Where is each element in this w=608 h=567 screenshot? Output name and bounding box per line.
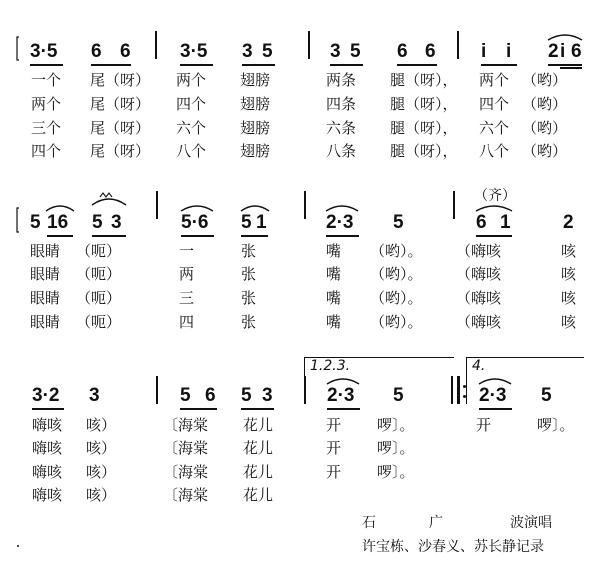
lyric: 一 [179,242,195,260]
slur [479,379,511,384]
note: 2 [563,212,574,233]
lyric: （呃） [76,242,122,260]
lyric: 六个 [176,119,207,137]
note: 6 [91,41,102,62]
lyric: 〔海棠 [163,463,209,481]
note: 6 [425,41,436,62]
lyric: （嗨咳 [456,265,502,283]
note: 3 [242,41,253,62]
note: i [506,41,512,62]
lyric: 四条 [326,95,357,113]
lyric: 嘴 [326,313,342,331]
lyric: （嗨咳 [456,313,502,331]
note: 2 [548,41,559,62]
note: 2·3 [327,385,355,406]
lyric: （呃） [76,289,122,307]
lyric: 眼睛 [30,242,61,260]
note: 6 [476,212,487,233]
note: 3 [89,385,100,406]
lyric: 嗨咳 [32,416,63,434]
lyric: 花儿 [243,416,274,434]
bracket [17,208,19,232]
lyric: 开 [476,416,492,434]
lyric: 咳） [86,439,117,457]
lyric: 眼睛 [30,265,61,283]
lyric: 腿（呀）， [390,71,458,89]
note: 6 [571,41,582,62]
lyric: （哟）。 [370,289,423,307]
note: 6 [205,385,216,406]
lyric: 花儿 [243,463,274,481]
note: 3 [330,41,341,62]
note: 2·3 [326,212,354,233]
lyric: 翅膀 [240,142,271,160]
lyric: 两个 [176,71,207,89]
slur [326,206,358,211]
note: 2·3 [479,385,507,406]
recorder-credit: 许宝栋、沙春义、苏长静记录 [362,539,544,555]
lyric: 六个 [479,119,510,137]
note: 3·5 [180,41,208,62]
lyric: 六条 [326,119,357,137]
lyric: 咳） [86,486,117,504]
lyric: 开 [326,416,342,434]
slur [92,199,126,205]
lyric: 嗨咳 [32,439,63,457]
note: 16 [47,212,69,233]
lyric: 腿（呀）， [390,95,458,113]
slur [241,206,269,211]
lyric: 嗨咳 [32,463,63,481]
lyric: 咳 [561,265,577,283]
lyric: 〔海棠 [163,439,209,457]
lyric: 尾（呀） [90,95,151,113]
lyric: （哟）。 [370,265,423,283]
speck [17,545,19,547]
lyric: 嗨咳 [32,486,63,504]
note: 3 [111,212,122,233]
note: 6 [120,41,131,62]
slur [548,35,582,40]
lyric: 啰〕。 [377,463,415,481]
lyric: （哟） [522,95,568,113]
lyric: 翅膀 [240,119,271,137]
note: 3·2 [32,385,60,406]
note: 3·5 [30,41,58,62]
lyric: 腿（呀）， [390,119,458,137]
lyric: 四 [179,313,195,331]
lyric: 咳） [86,463,117,481]
lyric: （哟） [522,71,568,89]
singer-name: 广 [429,515,443,531]
lyric: 花儿 [243,486,274,504]
lyric: 翅膀 [240,95,271,113]
lyric: 张 [241,242,257,260]
note: 6 [397,41,408,62]
lyric: 啰〕。 [377,416,415,434]
volta-label: 4. [472,358,486,374]
note: i [560,41,566,62]
lyric: 两条 [326,71,357,89]
lyric: 三个 [31,119,62,137]
lyric: 四个 [31,142,62,160]
note: 5 [541,385,552,406]
lyric: 咳 [561,242,577,260]
note: 5 [30,212,41,233]
lyric: 三 [179,289,195,307]
trill-mark [100,193,112,197]
note: i [481,41,487,62]
note: 3 [262,385,273,406]
lyric: 腿（呀）， [390,142,458,160]
note: 1 [500,212,511,233]
lyric: 咳 [561,313,577,331]
lyric: 四个 [176,95,207,113]
lyric: （呃） [76,313,122,331]
lyric: 张 [241,313,257,331]
lyric: 两个 [479,71,510,89]
note: 5 [180,385,191,406]
lyric: 四个 [479,95,510,113]
lyric: 张 [241,289,257,307]
lyric: 眼睛 [30,313,61,331]
lyric: 尾（呀） [90,119,151,137]
lyric: （嗨咳 [456,242,502,260]
note: 5 [241,212,252,233]
lyric: 开 [326,463,342,481]
lyric: 〔海棠 [163,486,209,504]
lyric: 尾（呀） [90,142,151,160]
note: 5 [350,41,361,62]
note: 5 [241,385,252,406]
lyric: 咳） [86,416,117,434]
lyric: 开 [326,439,342,457]
lyric: 八个 [479,142,510,160]
lyric: 尾（呀） [90,71,151,89]
lyric: 一个 [31,71,62,89]
lyric: （呃） [76,265,122,283]
lyric: （哟）。 [370,313,423,331]
lyric: 八条 [326,142,357,160]
marking: （齐） [474,188,516,204]
lyric: （哟） [522,119,568,137]
lyric: 嘴 [326,242,342,260]
lyric: （嗨咳 [456,289,502,307]
slur [327,379,359,384]
lyric: 花儿 [243,439,274,457]
note: 5 [262,41,273,62]
lyric: 咳 [561,289,577,307]
note: 5 [393,212,404,233]
lyric: 啰〕。 [537,416,575,434]
note: 5 [92,212,103,233]
lyric: （哟）。 [370,242,423,260]
lyric: 八个 [176,142,207,160]
lyric: 张 [241,265,257,283]
bracket [17,37,19,60]
lyric: 啰〕。 [377,439,415,457]
singer-surname: 石 [362,515,376,531]
lyric: 两 [179,265,195,283]
note: 1 [256,212,267,233]
lyric: （哟） [522,142,568,160]
lyric: 嘴 [326,289,342,307]
slur [476,206,512,211]
lyric: 翅膀 [240,71,271,89]
note: 5 [393,385,404,406]
singer-credit: 波演唱 [510,515,552,531]
note: 5·6 [181,212,209,233]
lyric: 〔海棠 [163,416,209,434]
slur [46,206,74,211]
lyric: 嘴 [326,265,342,283]
slur [181,206,213,211]
lyric: 两个 [31,95,62,113]
lyric: 眼睛 [30,289,61,307]
volta-label: 1.2.3. [310,358,351,374]
